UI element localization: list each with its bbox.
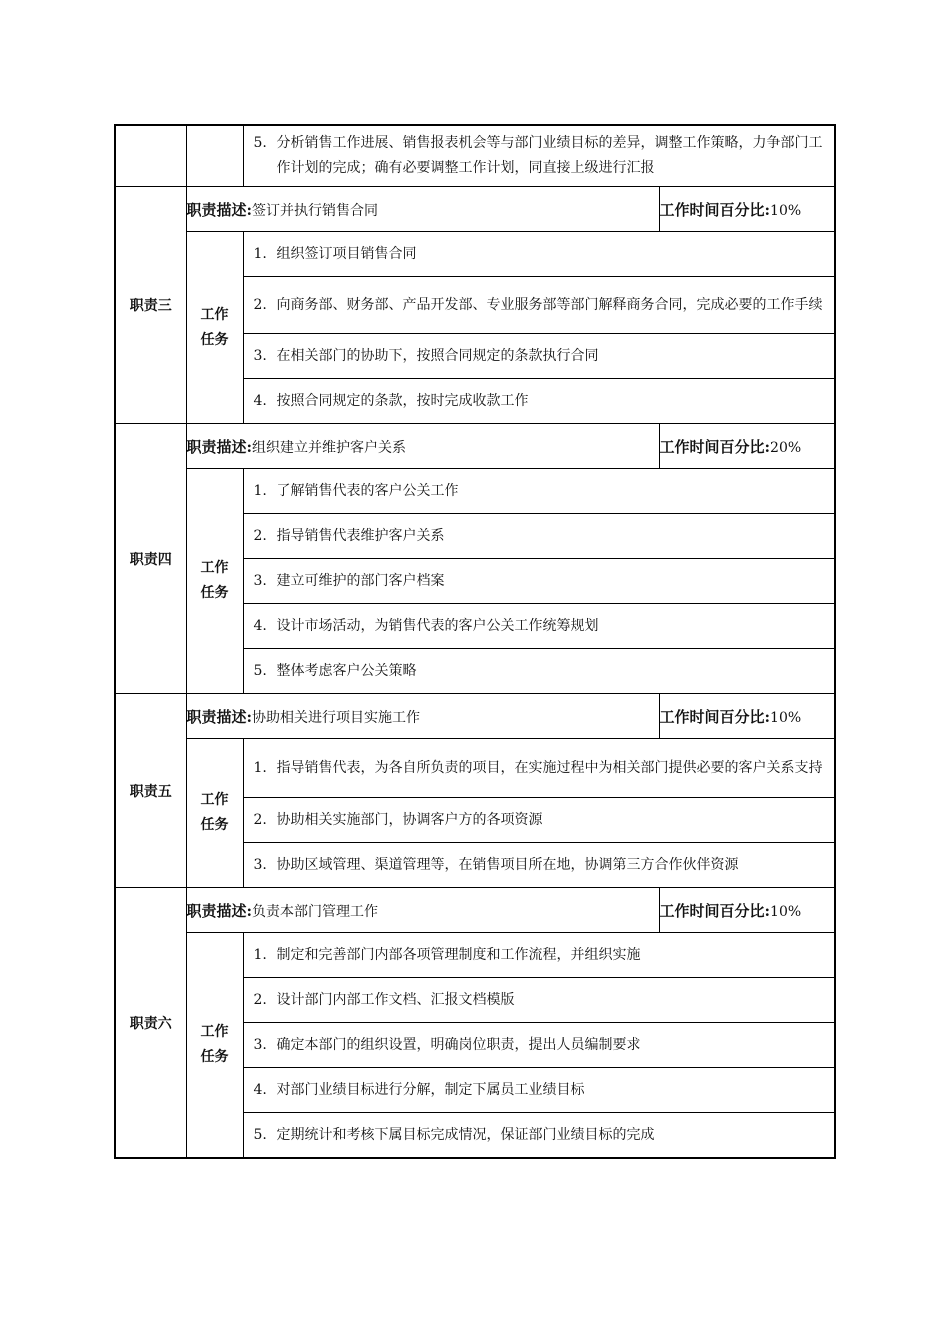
percentage-label: 工作时间百分比: [659,437,771,456]
task-text: 对部门业绩目标进行分解，制定下属员工业绩目标 [276,1081,585,1098]
task-label [186,469,243,694]
time-percentage [659,187,835,232]
duty-name-four: 职责四 [115,424,186,694]
task-label-line: 任务 [200,817,229,833]
task-item [243,379,835,424]
task-label [186,232,243,424]
time-percentage [659,424,835,469]
duty-desc-row [115,187,835,232]
task-text: 整体考虑客户公关策略 [276,662,417,679]
time-percentage [659,694,835,739]
task-text: 了解销售代表的客户公关工作 [276,482,459,499]
description-value: 协助相关进行项目实施工作 [252,709,421,726]
duty-desc-row [115,888,835,933]
duty-name-six: 职责六 [115,888,186,1159]
task-item [243,843,835,888]
task-number: 3. [253,856,267,873]
duty-description [186,888,659,933]
task-number: 1. [253,946,267,963]
task-text: 指导销售代表，为各自所负责的项目，在实施过程中为相关部门提供必要的客户关系支持 [276,759,823,776]
duty-description [186,694,659,739]
task-number: 4. [253,1081,267,1098]
duties-table [114,124,836,1159]
task-number: 3. [253,1036,267,1053]
description-label: 职责描述: [186,200,253,219]
task-item [243,798,835,843]
task-text: 组织签订项目销售合同 [276,245,417,262]
description-value: 负责本部门管理工作 [252,903,379,920]
task-text: 在相关部门的协助下，按照合同规定的条款执行合同 [276,347,599,364]
task-text: 建立可维护的部门客户档案 [276,572,445,589]
task-item [243,334,835,379]
task-item [243,277,835,334]
task-label-line: 任务 [200,331,229,348]
task-label-line: 工作 [200,560,229,576]
task-text: 协助相关实施部门，协调客户方的各项资源 [276,811,543,828]
task-number: 2. [253,811,267,828]
task-item [243,125,835,187]
task-label [186,933,243,1159]
task-text: 确定本部门的组织设置，明确岗位职责，提出人员编制要求 [276,1036,641,1053]
duty-name-five: 职责五 [115,694,186,888]
task-number: 3. [253,572,267,589]
task-label-line: 任务 [200,585,229,601]
task-item [243,232,835,277]
task-number: 1. [253,482,267,499]
task-label-line: 工作 [200,306,229,323]
description-label: 职责描述: [186,707,253,726]
task-text: 按照合同规定的条款，按时完成收款工作 [276,392,529,409]
duty-description [186,187,659,232]
task-label-line: 任务 [200,1049,229,1065]
task-text: 制定和完善部门内部各项管理制度和工作流程，并组织实施 [276,946,641,963]
task-row [115,933,835,978]
task-number: 3. [253,347,267,364]
task-text: 定期统计和考核下属目标完成情况，保证部门业绩目标的完成 [276,1126,655,1143]
duty-desc-row [115,694,835,739]
task-number: 4. [253,617,267,634]
percentage-value: 20% [770,439,802,456]
percentage-value: 10% [770,202,802,219]
percentage-value: 10% [770,709,802,726]
percentage-label: 工作时间百分比: [659,901,771,920]
task-number: 2. [253,991,267,1008]
task-item [243,514,835,559]
task-number: 1. [253,759,267,776]
task-row [115,739,835,798]
task-label-line: 工作 [200,792,229,808]
task-item [243,933,835,978]
task-text: 指导销售代表维护客户关系 [276,527,445,544]
task-item [243,978,835,1023]
task-number: 5. [253,135,267,151]
task-label [186,739,243,888]
task-item [243,1113,835,1159]
task-label-line: 工作 [200,1024,229,1040]
task-number: 4. [253,392,267,409]
duty-name-three: 职责三 [115,187,186,424]
description-value: 组织建立并维护客户关系 [252,439,407,456]
task-number: 2. [253,527,267,544]
task-item [243,559,835,604]
task-text: 设计部门内部工作文档、汇报文档模版 [276,991,515,1008]
description-value: 签订并执行销售合同 [252,202,379,219]
task-item [243,469,835,514]
task-number: 1. [253,245,267,262]
task-number: 5. [253,1126,267,1143]
continuation-row [115,125,835,187]
task-row [115,469,835,514]
task-text: 设计市场活动，为销售代表的客户公关工作统筹规划 [276,617,599,634]
description-label: 职责描述: [186,437,253,456]
percentage-value: 10% [770,903,802,920]
description-label: 职责描述: [186,901,253,920]
task-item [243,1023,835,1068]
percentage-label: 工作时间百分比: [659,200,771,219]
task-text: 分析销售工作进展、销售报表机会等与部门业绩目标的差异，调整工作策略，力争部门工作计划的完成；确有必要调整工作计划，同直接上级进行汇报 [276,135,823,176]
task-item [243,1068,835,1113]
time-percentage [659,888,835,933]
task-item [243,649,835,694]
duty-name-empty [115,125,186,187]
task-number: 2. [253,296,267,313]
task-text: 协助区域管理、渠道管理等，在销售项目所在地，协调第三方合作伙伴资源 [276,856,739,873]
task-row [115,232,835,277]
task-item [243,604,835,649]
duty-description [186,424,659,469]
duty-desc-row [115,424,835,469]
task-item [243,739,835,798]
task-label-empty [186,125,243,187]
task-text: 向商务部、财务部、产品开发部、专业服务部等部门解释商务合同，完成必要的工作手续 [276,296,823,313]
percentage-label: 工作时间百分比: [659,707,771,726]
task-number: 5. [253,662,267,679]
duties-table-body [115,125,835,1158]
